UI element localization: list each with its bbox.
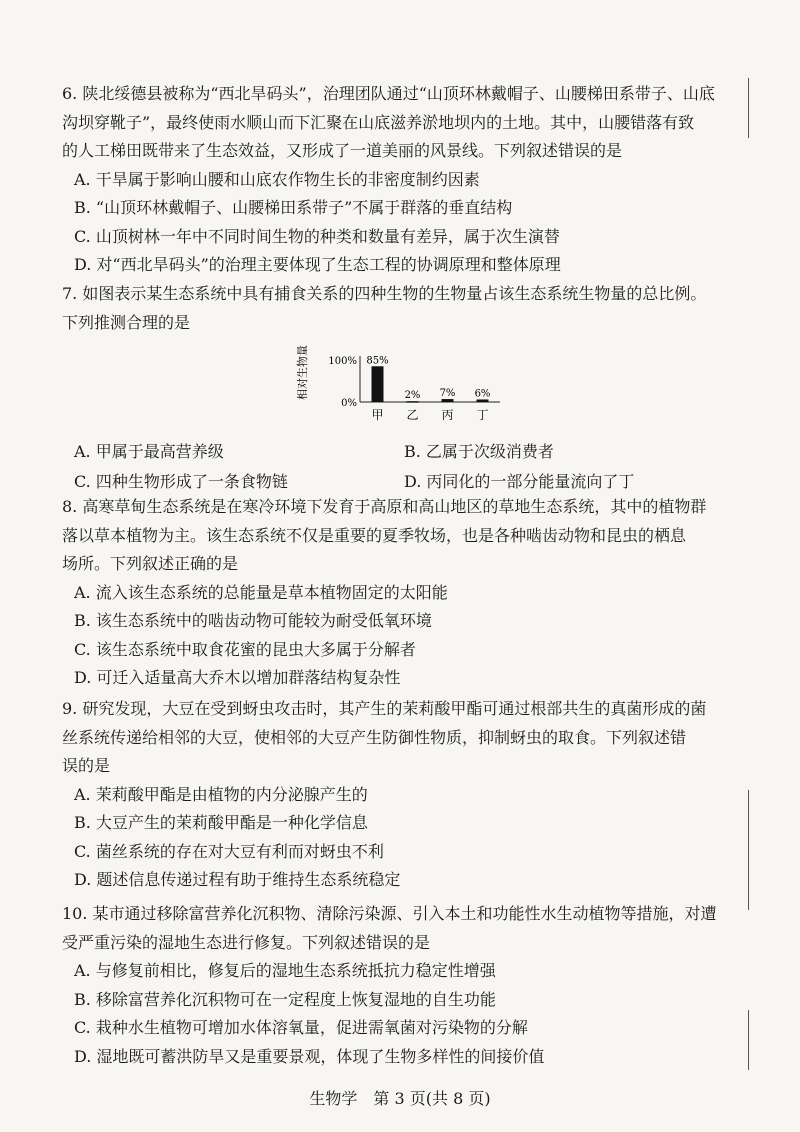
bar-value-label: 2%: [404, 390, 421, 402]
category-label: 甲: [371, 408, 384, 422]
question-8: [62, 493, 754, 693]
question-9: [62, 695, 754, 895]
option-a: A. 甲属于最高营养级: [74, 442, 224, 461]
bar-value-label: 6%: [474, 388, 491, 400]
option-d: D. 丙同化的一部分能量流向了丁: [404, 472, 635, 491]
bar-value-label: 85%: [366, 355, 389, 367]
option-a: A. 与修复前相比，修复后的湿地生态系统抵抗力稳定性增强: [74, 961, 496, 980]
options-grid: [62, 437, 754, 497]
biomass-chart: [292, 340, 512, 435]
option-d: D. 湿地既可蓄洪防旱又是重要景观，体现了生物多样性的间接价值: [74, 1046, 545, 1066]
question-stem-line: 沟坝穿靴子”，最终使雨水顺山而下汇聚在山底滋养淤地坝内的土地。其中，山腰错落有致: [62, 112, 695, 132]
question-stem-line: 下列推测合理的是: [62, 312, 191, 332]
scan-mark: [748, 1010, 749, 1070]
question-stem-line: 9. 研究发现，大豆在受到蚜虫攻击时，其产生的茉莉酸甲酯可通过根部共生的真菌形成的菌: [62, 699, 707, 718]
option-a: A. 干旱属于影响山腰和山底农作物生长的非密度制约因素: [74, 169, 480, 189]
page-footer: 生物学 第 3 页(共 8 页): [309, 1089, 491, 1108]
question-stem-line: 6. 陕北绥德县被称为“西北旱码头”，治理团队通过“山顶环林戴帽子、山腰梯田系带子、山底: [62, 84, 715, 103]
question-10: [62, 900, 754, 1071]
option-c: C. 山顶树林一年中不同时间生物的种类和数量有差异，属于次生演替: [74, 226, 560, 246]
option-a: A. 茉莉酸甲酯是由植物的内分泌腺产生的: [74, 784, 368, 804]
option-d: D. 可迁入适量高大乔木以增加群落结构复杂性: [74, 668, 401, 687]
scan-mark: [748, 790, 749, 910]
y-tick-label: 0%: [341, 398, 357, 409]
option-c: C. 栽种水生植物可增加水体溶氧量，促进需氧菌对污染物的分解: [74, 1018, 528, 1037]
question-stem-line: 受严重污染的湿地生态进行修复。下列叙述错误的是: [62, 932, 431, 952]
option-a: A. 流入该生态系统的总能量是草本植物固定的太阳能: [74, 582, 448, 602]
bars-group: [366, 355, 490, 422]
option-d: D. 对“西北旱码头”的治理主要体现了生态工程的协调原理和整体原理: [74, 255, 561, 274]
question-stem-line: 的人工梯田既带来了生态效益，又形成了一道美丽的风景线。下列叙述错误的是: [62, 141, 623, 160]
question-stem-line: 误的是: [62, 756, 111, 775]
category-label: 丁: [476, 408, 489, 422]
option-c: C. 四种生物形成了一条食物链: [74, 472, 288, 491]
option-b: B. 移除富营养化沉积物可在一定程度上恢复湿地的自生功能: [74, 989, 496, 1009]
bar-丁: [477, 399, 489, 402]
question-stem-line: 丝系统传递给相邻的大豆，使相邻的大豆产生防御性物质，抑制蚜虫的取食。下列叙述错: [62, 727, 687, 747]
option-c: C. 该生态系统中取食花蜜的昆虫大多属于分解者: [74, 639, 416, 659]
question-stem-line: 10. 某市通过移除富营养化沉积物、清除污染源、引入本土和功能性水生动植物等措施，对遭: [62, 904, 717, 923]
option-b: B. “山顶环林戴帽子、山腰梯田系带子”不属于群落的垂直结构: [74, 198, 513, 217]
y-tick-label: 100%: [328, 356, 357, 367]
bar-value-label: 7%: [439, 388, 456, 400]
y-axis-label: 相对生物量: [296, 345, 309, 400]
option-b: B. 该生态系统中的啮齿动物可能较为耐受低氧环境: [74, 611, 432, 630]
category-label: 丙: [441, 408, 454, 422]
question-stem-line: 落以草本植物为主。该生态系统不仅是重要的夏季牧场，也是各种啮齿动物和昆虫的栖息: [62, 525, 687, 545]
biomass-chart-svg: [292, 340, 512, 435]
question-stem-line: 7. 如图表示某生态系统中具有捕食关系的四种生物的生物量占该生态系统生物量的总比例。: [62, 284, 707, 303]
bar-丙: [442, 399, 454, 402]
option-b: B. 大豆产生的茉莉酸甲酯是一种化学信息: [74, 813, 368, 832]
bar-甲: [372, 366, 384, 402]
question-6: [62, 80, 754, 280]
option-b: B. 乙属于次级消费者: [404, 442, 554, 461]
question-stem-line: 场所。下列叙述正确的是: [62, 554, 239, 573]
option-c: C. 菌丝系统的存在对大豆有利而对蚜虫不利: [74, 841, 384, 861]
scan-mark: [748, 78, 749, 138]
bar-乙: [407, 401, 419, 403]
category-label: 乙: [406, 408, 419, 422]
question-stem-line: 8. 高寒草甸生态系统是在寒冷环境下发育于高原和高山地区的草地生态系统，其中的植物群: [62, 497, 707, 516]
option-d: D. 题述信息传递过程有助于维持生态系统稳定: [74, 870, 401, 889]
